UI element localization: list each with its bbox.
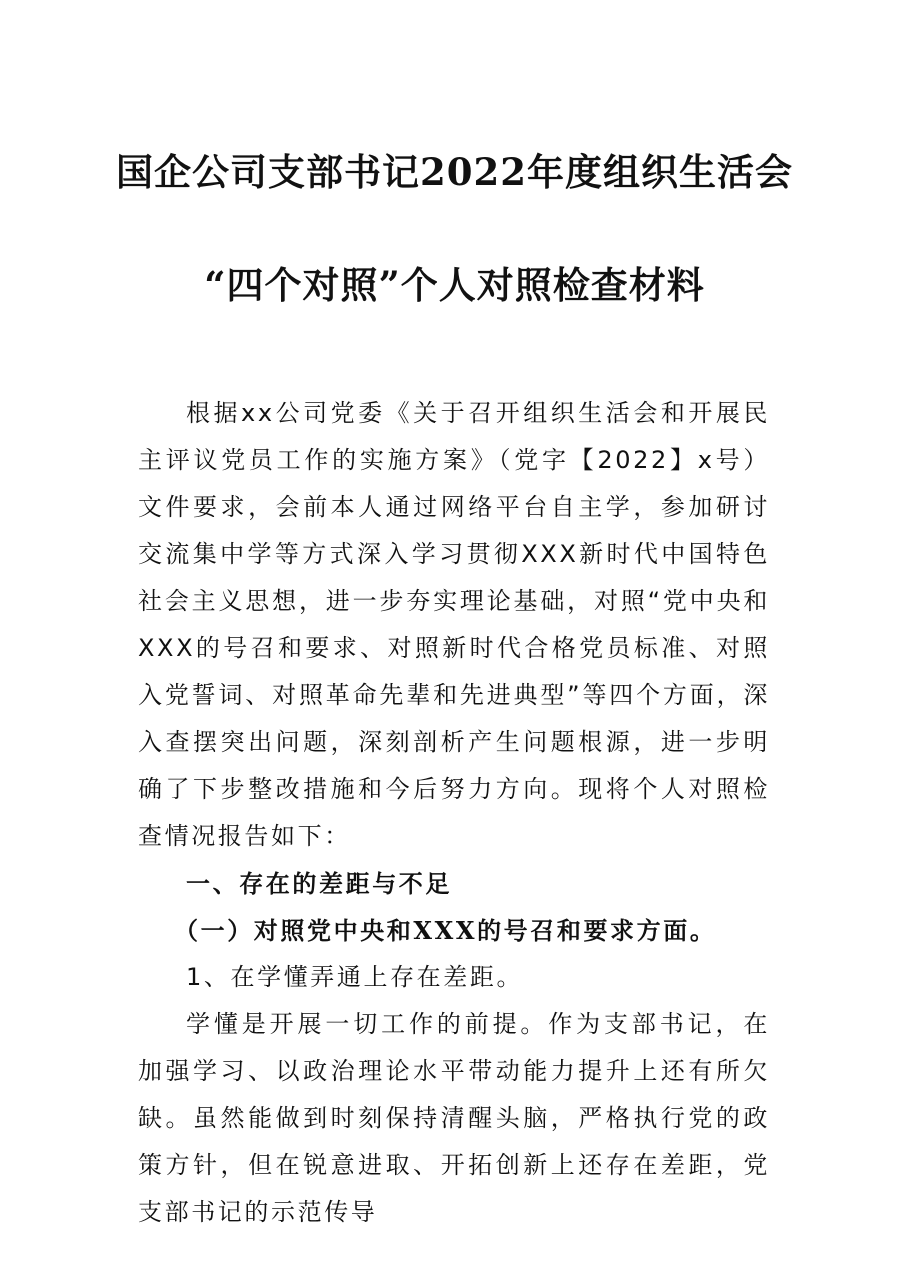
document-body <box>138 390 770 1236</box>
item-heading: 1、在学懂弄通上存在差距。 <box>186 963 524 991</box>
subsection-heading: （一）对照党中央和XXX的号召和要求方面。 <box>174 916 717 945</box>
section-heading: 一、存在的差距与不足 <box>186 869 452 898</box>
document-title-line-2: “四个对照”个人对照检查材料 <box>204 263 705 307</box>
item-paragraph: 学懂是开展一切工作的前提。作为支部书记，在加强学习、以政治理论水平带动能力提升上还有所欠缺。虽然能做到时刻保持清醒头脑，严格执行党的政策方针，但在锐意进取、开拓创新上还存在差距，党支部书记的示范传导 <box>138 1010 770 1226</box>
intro-paragraph: 根据xx公司党委《关于召开组织生活会和开展民主评议党员工作的实施方案》（党字【2022】x号）文件要求，会前本人通过网络平台自主学，参加研讨交流集中学等方式深入学习贯彻XXX新时代中国特色社会主义思想，进一步夯实理论基础，对照“党中央和XXX的号召和要求、对照新时代合格党员标准、对照入党誓词、对照革命先辈和先进典型”等四个方面，深入查摆突出问题，深刻剖析产生问题根源，进一步明确了下步整改措施和今后努力方向。现将个人对照检查情况报告如下： <box>138 399 770 850</box>
document-title-line-1: 国企公司支部书记2022年度组织生活会 <box>116 150 793 194</box>
